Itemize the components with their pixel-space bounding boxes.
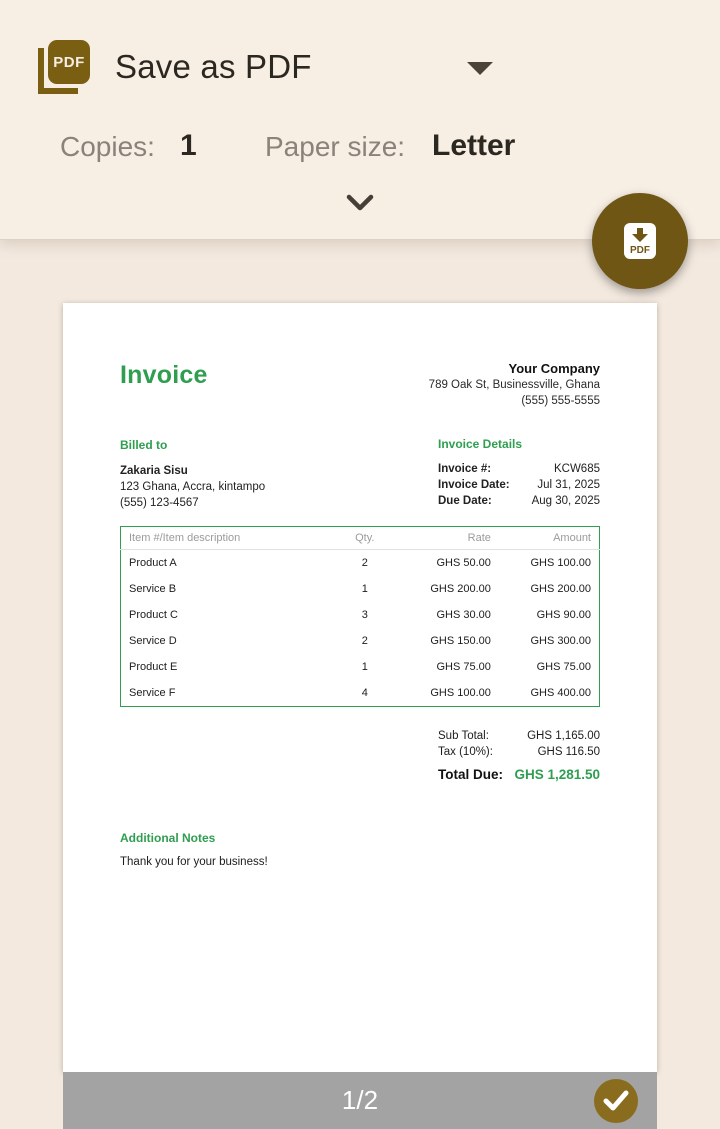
item-description: Service D (129, 635, 177, 647)
paper-size-label: Paper size: (265, 131, 406, 162)
invoice-details-block (438, 437, 600, 511)
company-address: 789 Oak St, Businessville, Ghana (428, 379, 600, 391)
table-row (121, 628, 600, 654)
detail-label: Invoice Date: (438, 479, 510, 491)
notes-text: Thank you for your business! (120, 856, 268, 868)
item-amount: GHS 200.00 (530, 583, 591, 595)
company-name: Your Company (508, 361, 600, 376)
table-header-row (121, 527, 600, 550)
print-summary-row (0, 128, 720, 168)
svg-text:PDF: PDF (630, 245, 650, 256)
check-icon (603, 1090, 629, 1112)
item-rate: GHS 100.00 (430, 687, 491, 699)
item-rate: GHS 30.00 (436, 609, 491, 621)
billed-to-block (120, 437, 265, 511)
item-qty: 1 (361, 583, 368, 595)
invoice-details-heading: Invoice Details (438, 437, 523, 451)
notes-heading: Additional Notes (120, 831, 216, 845)
item-amount: GHS 100.00 (530, 557, 591, 569)
totals-block (438, 728, 600, 783)
copies-value: 1 (180, 129, 197, 162)
total-due-value: GHS 1,281.50 (514, 767, 600, 782)
detail-row (438, 461, 600, 477)
tax-label: Tax (10%): (438, 746, 493, 758)
chevron-down-icon[interactable] (346, 193, 374, 215)
detail-row (438, 493, 600, 509)
invoice-title: Invoice (120, 361, 208, 389)
item-amount: GHS 90.00 (536, 609, 591, 621)
item-description: Product E (129, 661, 178, 673)
item-qty: 2 (361, 557, 368, 569)
col-header-rate: Rate (398, 527, 499, 550)
client-phone: (555) 123-4567 (120, 497, 199, 509)
item-description: Service B (129, 583, 177, 595)
item-description: Service F (129, 687, 176, 699)
detail-value: Aug 30, 2025 (531, 495, 600, 507)
table-row (121, 602, 600, 628)
additional-notes-block (120, 831, 600, 868)
subtotal-value: GHS 1,165.00 (527, 730, 600, 742)
detail-label: Invoice #: (438, 463, 492, 475)
detail-value: KCW685 (553, 463, 600, 475)
total-due-label: Total Due: (438, 767, 503, 782)
confirm-button[interactable] (594, 1079, 638, 1123)
triangle-down-icon[interactable] (467, 62, 493, 75)
item-rate: GHS 200.00 (430, 583, 491, 595)
company-block (429, 361, 600, 409)
item-qty: 3 (361, 609, 368, 621)
detail-label: Due Date: (438, 495, 492, 507)
line-items-table (120, 526, 600, 707)
item-qty: 2 (361, 635, 368, 647)
col-header-description: Item #/Item description (121, 527, 332, 550)
subtotal-row (438, 728, 600, 744)
item-rate: GHS 150.00 (430, 635, 491, 647)
item-amount: GHS 400.00 (530, 687, 591, 699)
item-qty: 1 (361, 661, 368, 673)
detail-row (438, 477, 600, 493)
client-address: 123 Ghana, Accra, kintampo (120, 481, 266, 493)
subtotal-label: Sub Total: (438, 730, 489, 742)
save-pdf-fab-button[interactable] (592, 193, 688, 289)
item-amount: GHS 300.00 (530, 635, 591, 647)
item-qty: 4 (361, 687, 368, 699)
col-header-qty: Qty. (331, 527, 398, 550)
tax-value: GHS 116.50 (537, 746, 600, 758)
item-description: Product C (129, 609, 178, 621)
save-as-pdf-icon (624, 223, 656, 259)
paper-size-value: Letter (432, 129, 516, 162)
table-row (121, 576, 600, 602)
table-row (121, 550, 600, 577)
total-due-row (438, 767, 600, 783)
item-amount: GHS 75.00 (536, 661, 591, 673)
page-preview (63, 303, 657, 1072)
tax-row (438, 744, 600, 760)
col-header-amount: Amount (499, 527, 600, 550)
item-rate: GHS 50.00 (436, 557, 491, 569)
pdf-icon-frontsheet: PDF (48, 40, 90, 84)
copies-label: Copies: (60, 131, 155, 162)
page-indicator: 1/2 (341, 1085, 379, 1115)
item-rate: GHS 75.00 (436, 661, 491, 673)
client-name: Zakaria Sisu (120, 465, 188, 477)
billed-to-heading: Billed to (120, 438, 168, 452)
detail-value: Jul 31, 2025 (537, 479, 600, 491)
page-indicator-bar (63, 1072, 657, 1129)
item-description: Product A (129, 557, 177, 569)
table-row (121, 654, 600, 680)
company-phone: (555) 555-5555 (521, 395, 600, 407)
pdf-printer-icon (36, 38, 92, 96)
printer-destination-dropdown[interactable]: Save as PDF (115, 48, 312, 85)
table-row (121, 680, 600, 707)
